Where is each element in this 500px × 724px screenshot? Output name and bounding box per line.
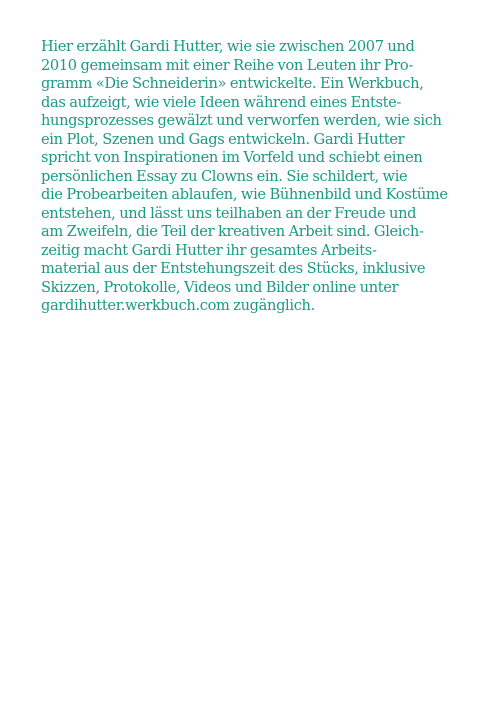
- blurb-line: am Zweifeln, die Teil der kreativen Arbeit sind. Gleich-: [41, 223, 424, 240]
- blurb-line: das aufzeigt, wie viele Ideen während eines Entste-: [41, 93, 402, 111]
- blurb-line: gardihutter.werkbuch.com zugänglich.: [41, 297, 315, 314]
- blurb-line: spricht von Inspirationen im Vorfeld und schiebt einen: [41, 149, 423, 166]
- blurb-line: hungsprozesses gewälzt und verworfen werden, wie sich: [41, 112, 442, 129]
- blurb-line: persönlichen Essay zu Clowns ein. Sie schildert, wie: [41, 167, 408, 185]
- blurb-line: Skizzen, Protokolle, Videos und Bilder online unter: [41, 278, 399, 296]
- blurb-line: ein Plot, Szenen und Gags entwickeln. Gardi Hutter: [41, 130, 405, 148]
- blurb-line: die Probearbeiten ablaufen, wie Bühnenbild und Kostüme: [41, 186, 448, 203]
- blurb-line: 2010 gemeinsam mit einer Reihe von Leuten ihr Pro-: [41, 56, 413, 74]
- blurb-line: material aus der Entstehungszeit des Stücks, inklusive: [41, 260, 426, 277]
- blurb-paragraph: [41, 38, 460, 316]
- blurb-line: Hier erzählt Gardi Hutter, wie sie zwischen 2007 und: [41, 38, 415, 55]
- blurb-line: zeitig macht Gardi Hutter ihr gesamtes Arbeits-: [41, 241, 377, 259]
- blurb-line: gramm «Die Schneiderin» entwickelte. Ein Werkbuch,: [41, 75, 424, 92]
- blurb-line: entstehen, und lässt uns teilhaben an der Freude und: [41, 204, 417, 222]
